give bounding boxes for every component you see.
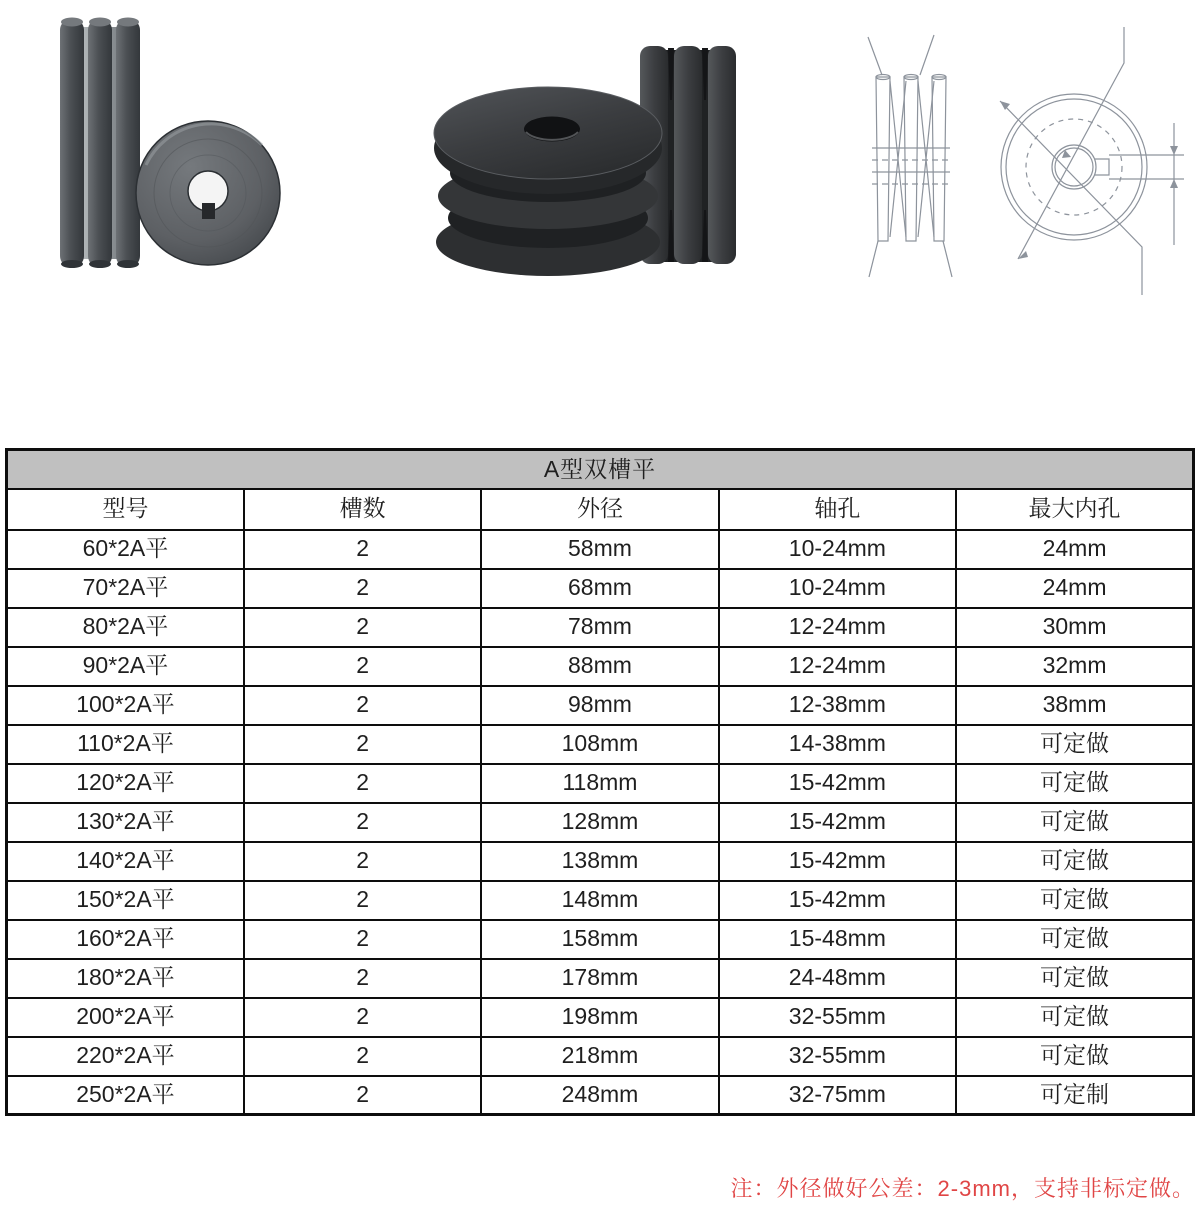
table-cell: 200*2A平: [7, 998, 244, 1037]
table-row: [7, 686, 1194, 725]
table-cell: 可定做: [956, 725, 1193, 764]
table-cell: 12-24mm: [719, 647, 956, 686]
bore-hole: [524, 117, 580, 142]
table-row: [7, 998, 1194, 1037]
pulley-flange: [708, 46, 736, 264]
table-cell: 30mm: [956, 608, 1193, 647]
table-row: [7, 569, 1194, 608]
table-cell: 10-24mm: [719, 530, 956, 569]
table-cell: 138mm: [481, 842, 718, 881]
table-cell: 12-38mm: [719, 686, 956, 725]
table-cell: 可定做: [956, 920, 1193, 959]
column-header: 型号: [7, 489, 244, 530]
table-cell: 2: [244, 764, 481, 803]
table-title: A型双槽平: [7, 450, 1194, 489]
table-cell: 2: [244, 920, 481, 959]
table-cell: 88mm: [481, 647, 718, 686]
table-cell: 2: [244, 647, 481, 686]
table-cell: 198mm: [481, 998, 718, 1037]
table-cell: 2: [244, 530, 481, 569]
table-cell: 110*2A平: [7, 725, 244, 764]
table-cell: 可定制: [956, 1076, 1193, 1115]
table-cell: 2: [244, 842, 481, 881]
table-cell: 70*2A平: [7, 569, 244, 608]
table-cell: 80*2A平: [7, 608, 244, 647]
tolerance-note: 注：外径做好公差：2-3mm，支持非标定做。: [730, 1176, 1195, 1201]
drawing-front-view: [1000, 27, 1184, 295]
table-cell: 108mm: [481, 725, 718, 764]
table-cell: 32-55mm: [719, 998, 956, 1037]
table-cell: 160*2A平: [7, 920, 244, 959]
face-on-pulley: [136, 121, 280, 265]
table-cell: 100*2A平: [7, 686, 244, 725]
column-header: 轴孔: [719, 489, 956, 530]
pulley-flange: [116, 19, 140, 267]
table-title-row: [7, 450, 1194, 489]
table-cell: 38mm: [956, 686, 1193, 725]
table-cell: 130*2A平: [7, 803, 244, 842]
table-cell: 78mm: [481, 608, 718, 647]
table-row: [7, 530, 1194, 569]
table-cell: 可定做: [956, 764, 1193, 803]
pulley-flange: [674, 46, 702, 264]
dimension-leader: [1018, 27, 1124, 259]
pulley-technical-drawing: [822, 5, 1194, 305]
table-cell: 60*2A平: [7, 530, 244, 569]
table-cell: 2: [244, 1076, 481, 1115]
table-cell: 可定做: [956, 959, 1193, 998]
table-cell: 可定做: [956, 803, 1193, 842]
table-cell: 15-42mm: [719, 803, 956, 842]
table-cell: 32mm: [956, 647, 1193, 686]
table-cell: 2: [244, 803, 481, 842]
table-cell: 14-38mm: [719, 725, 956, 764]
drawing-side-view: [868, 35, 952, 277]
table-cell: 90*2A平: [7, 647, 244, 686]
table-cell: 218mm: [481, 1037, 718, 1076]
table-cell: 32-75mm: [719, 1076, 956, 1115]
table-row: [7, 1037, 1194, 1076]
table-cell: 可定做: [956, 1037, 1193, 1076]
table-row: [7, 881, 1194, 920]
column-header: 最大内孔: [956, 489, 1193, 530]
table-cell: 24-48mm: [719, 959, 956, 998]
pulley-photo-grey: [50, 5, 295, 305]
table-row: [7, 1076, 1194, 1115]
drawing-bore: [1052, 145, 1096, 189]
table-cell: 可定做: [956, 881, 1193, 920]
table-cell: 120*2A平: [7, 764, 244, 803]
pulley-flange: [60, 19, 84, 267]
table-cell: 2: [244, 1037, 481, 1076]
pulley-flange: [88, 19, 112, 267]
table-cell: 2: [244, 725, 481, 764]
table-cell: 15-42mm: [719, 764, 956, 803]
table-row: [7, 959, 1194, 998]
table-cell: 15-48mm: [719, 920, 956, 959]
column-header: 槽数: [244, 489, 481, 530]
table-cell: 250*2A平: [7, 1076, 244, 1115]
table-cell: 248mm: [481, 1076, 718, 1115]
table-row: [7, 842, 1194, 881]
table-cell: 180*2A平: [7, 959, 244, 998]
table-cell: 128mm: [481, 803, 718, 842]
table-cell: 24mm: [956, 530, 1193, 569]
table-cell: 可定做: [956, 842, 1193, 881]
table-row: [7, 725, 1194, 764]
dimension-arrows: [1000, 101, 1178, 259]
lying-pulley: [434, 87, 662, 276]
table-cell: 2: [244, 998, 481, 1037]
table-cell: 148mm: [481, 881, 718, 920]
keyway-slot: [202, 203, 215, 219]
dimension-leader: [1000, 101, 1142, 295]
table-cell: 2: [244, 686, 481, 725]
pulley-photo-dark: [428, 30, 763, 302]
table-cell: 15-42mm: [719, 881, 956, 920]
table-cell: 158mm: [481, 920, 718, 959]
table-cell: 24mm: [956, 569, 1193, 608]
side-view-pulley: [60, 18, 140, 269]
product-photo-strip: [0, 0, 1200, 448]
column-header: 外径: [481, 489, 718, 530]
table-cell: 178mm: [481, 959, 718, 998]
table-cell: 可定做: [956, 998, 1193, 1037]
spec-table: [5, 448, 1195, 1116]
table-cell: 140*2A平: [7, 842, 244, 881]
table-cell: 220*2A平: [7, 1037, 244, 1076]
table-row: [7, 803, 1194, 842]
table-row: [7, 608, 1194, 647]
table-cell: 2: [244, 608, 481, 647]
table-cell: 2: [244, 881, 481, 920]
drawing-keyway: [1095, 159, 1109, 175]
table-cell: 58mm: [481, 530, 718, 569]
table-row: [7, 920, 1194, 959]
table-cell: 2: [244, 569, 481, 608]
table-cell: 98mm: [481, 686, 718, 725]
table-cell: 15-42mm: [719, 842, 956, 881]
table-cell: 12-24mm: [719, 608, 956, 647]
table-row: [7, 764, 1194, 803]
table-cell: 118mm: [481, 764, 718, 803]
table-cell: 10-24mm: [719, 569, 956, 608]
column-header-row: [7, 489, 1194, 530]
table-cell: 32-55mm: [719, 1037, 956, 1076]
table-cell: 2: [244, 959, 481, 998]
table-cell: 68mm: [481, 569, 718, 608]
table-row: [7, 647, 1194, 686]
table-cell: 150*2A平: [7, 881, 244, 920]
